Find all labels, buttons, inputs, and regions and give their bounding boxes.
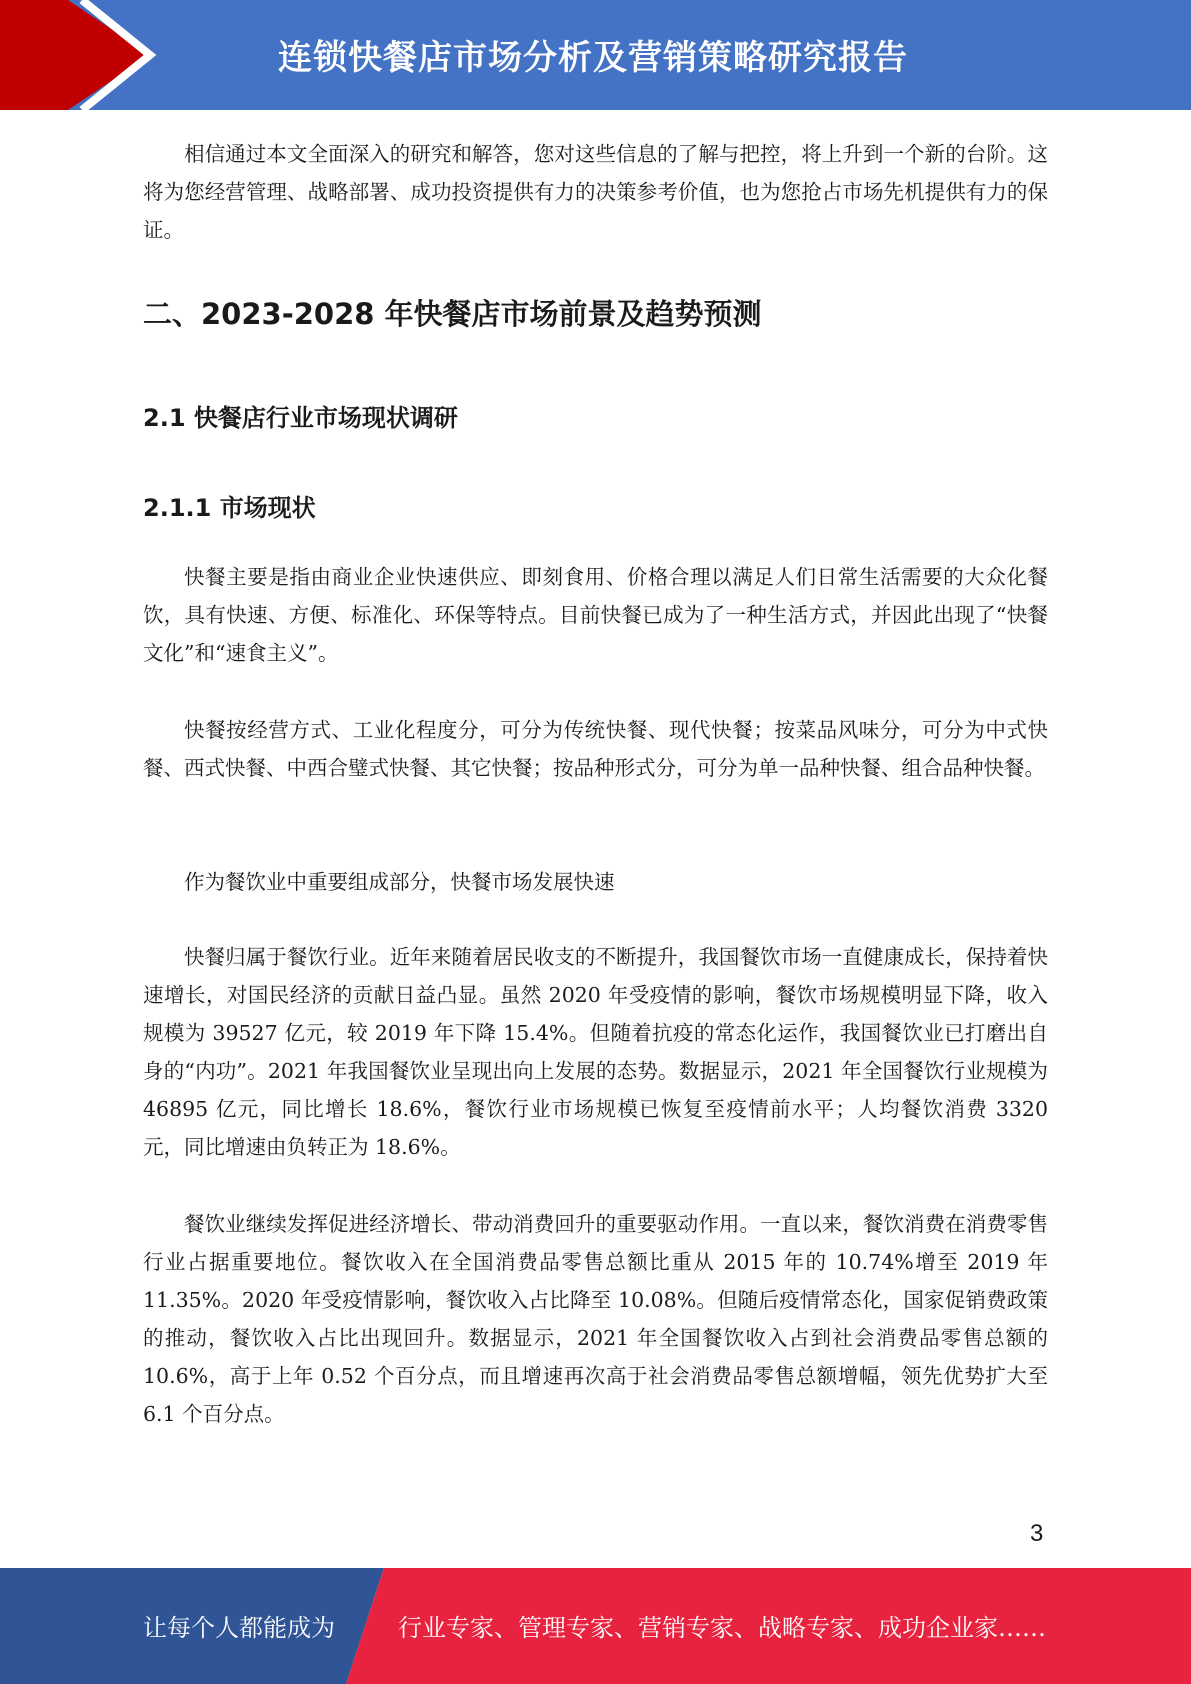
paragraph-catering-market-size: 快餐归属于餐饮行业。近年来随着居民收支的不断提升，我国餐饮市场一直健康成长，保持着快速增长，对国民经济的贡献日益凸显。虽然 2020 年受疫情的影响，餐饮市场规模明显下降，收入规模为 39527 亿元，较 2019 年下降 15.4%。但随着抗疫的常态化运作，我国餐饮业已打磨出自身的“内功”。2021 年我国餐饮业呈现出向上发展的态势。数据显示，2021 年全国餐饮行业规模为 46895 亿元，同比增长 18.6%，餐饮行业市场规模已恢复至疫情前水平；人均餐饮消费 3320 元，同比增速由负转正为 18.6%。 (143, 945, 1048, 1159)
paragraph-fastfood-classification: 快餐按经营方式、工业化程度分，可分为传统快餐、现代快餐；按菜品风味分，可分为中式快餐、西式快餐、中西合璧式快餐、其它快餐；按品种形式分，可分为单一品种快餐、组合品种快餐。 (143, 718, 1048, 780)
page-number: 3 (1030, 1520, 1044, 1547)
report-title: 连锁快餐店市场分析及营销策略研究报告 (278, 38, 908, 78)
paragraph-market-growth-lead: 作为餐饮业中重要组成部分，快餐市场发展快速 (184, 870, 615, 894)
section-heading: 二、2023-2028 年快餐店市场前景及趋势预测 (143, 297, 762, 331)
footer-slogan-right: 行业专家、管理专家、营销专家、战略专家、成功企业家…… (398, 1614, 1046, 1642)
intro-paragraph: 相信通过本文全面深入的研究和解答，您对这些信息的了解与把控，将上升到一个新的台阶。这将为您经营管理、战略部署、成功投资提供有力的决策参考价值，也为您抢占市场先机提供有力的保证。 (143, 142, 1048, 242)
paragraph-catering-revenue-share: 餐饮业继续发挥促进经济增长、带动消费回升的重要驱动作用。一直以来，餐饮消费在消费零售行业占据重要地位。餐饮收入在全国消费品零售总额比重从 2015 年的 10.74%增至 2019 年 11.35%。2020 年受疫情影响，餐饮收入占比降至 10.08%。但随后疫情常态化，国家促销费政策的推动，餐饮收入占比出现回升。数据显示，2021 年全国餐饮收入占到社会消费品零售总额的 10.6%，高于上年 0.52 个百分点，而且增速再次高于社会消费品零售总额增幅，领先优势扩大至 6.1 个百分点。 (143, 1212, 1048, 1426)
subsection-heading: 2.1 快餐店行业市场现状调研 (143, 404, 458, 432)
paragraph-fastfood-definition: 快餐主要是指由商业企业快速供应、即刻食用、价格合理以满足人们日常生活需要的大众化餐饮，具有快速、方便、标准化、环保等特点。目前快餐已成为了一种生活方式，并因此出现了“快餐文化”和“速食主义”。 (143, 565, 1048, 665)
header-red-arrow (0, 0, 150, 110)
footer-slogan-left: 让每个人都能成为 (143, 1614, 335, 1642)
subsubsection-heading: 2.1.1 市场现状 (143, 494, 316, 522)
page-header (0, 0, 1191, 110)
page-footer (0, 1568, 1191, 1684)
